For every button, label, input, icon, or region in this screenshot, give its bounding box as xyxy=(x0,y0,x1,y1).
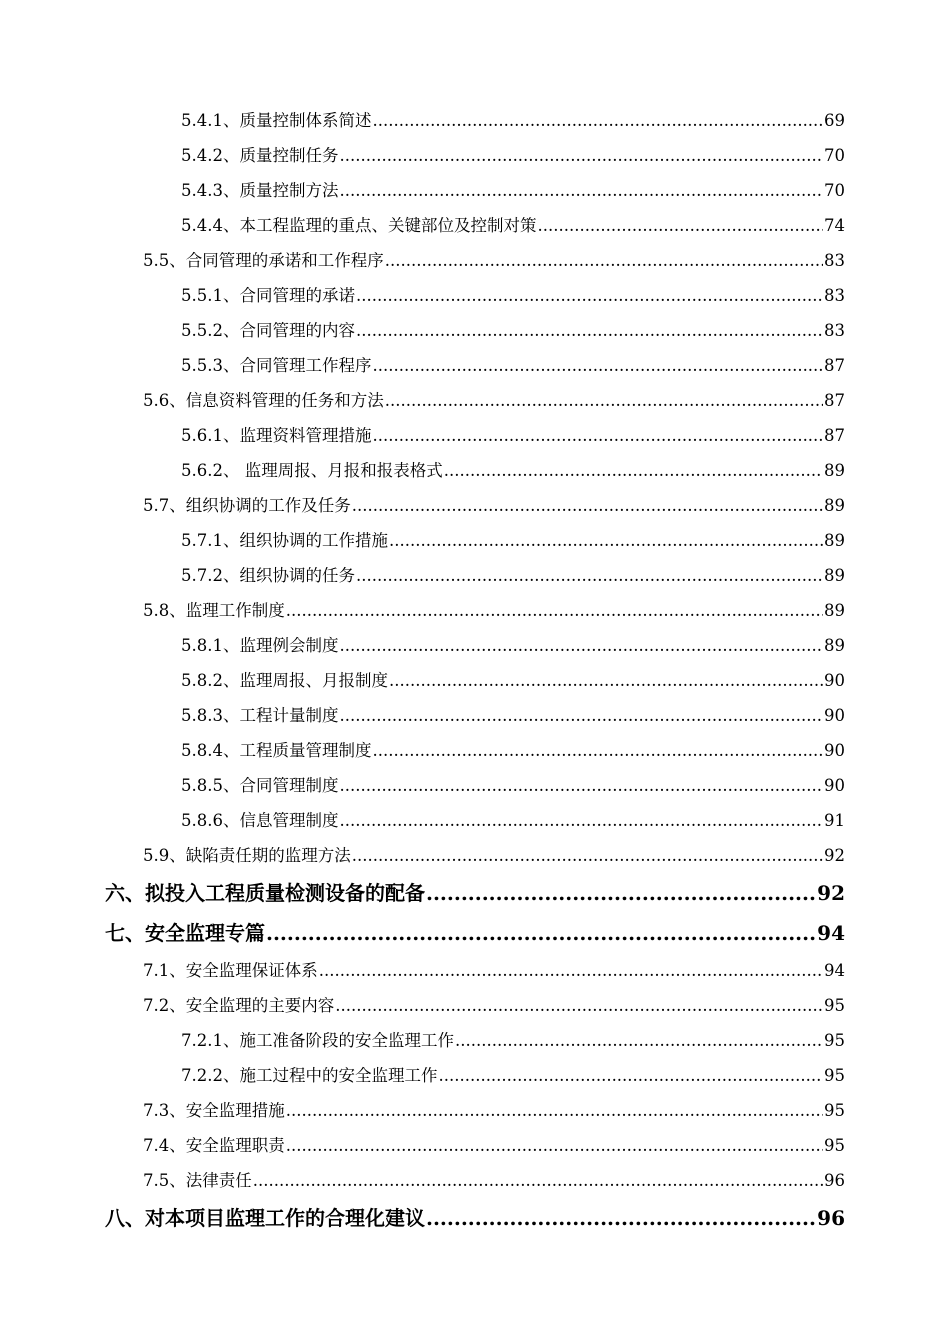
toc-entry[interactable] xyxy=(181,698,845,733)
toc-dot-leader xyxy=(356,558,823,593)
toc-entry-page-number: 96 xyxy=(824,1171,845,1190)
toc-entry-title: 5.6.2、 监理周报、月报和报表格式 xyxy=(181,461,443,480)
toc-entry-title: 5.8.5、合同管理制度 xyxy=(181,776,339,795)
toc-dot-leader xyxy=(444,453,823,488)
toc-entry-page-number: 94 xyxy=(817,921,845,945)
toc-entry-title: 5.5.1、合同管理的承诺 xyxy=(181,286,355,305)
toc-entry[interactable] xyxy=(143,243,845,278)
toc-dot-leader xyxy=(339,173,823,208)
toc-entry-title: 5.6.1、监理资料管理措施 xyxy=(181,426,372,445)
toc-entry-title: 5.7.2、组织协调的任务 xyxy=(181,566,355,585)
toc-entry-title: 7.3、安全监理措施 xyxy=(143,1101,285,1120)
toc-entry-page-number: 70 xyxy=(824,181,845,200)
toc-entry[interactable] xyxy=(181,663,845,698)
toc-dot-leader xyxy=(339,768,823,803)
toc-entry-title: 5.8.1、监理例会制度 xyxy=(181,636,339,655)
toc-dot-leader xyxy=(339,698,823,733)
toc-entry-page-number: 87 xyxy=(824,356,845,375)
toc-entry-page-number: 89 xyxy=(824,461,845,480)
toc-entry-title: 7.2、安全监理的主要内容 xyxy=(143,996,335,1015)
toc-entry-page-number: 87 xyxy=(824,426,845,445)
toc-entry-page-number: 74 xyxy=(824,216,845,235)
toc-entry[interactable] xyxy=(143,1093,845,1128)
toc-dot-leader xyxy=(537,208,823,243)
toc-dot-leader xyxy=(253,1163,823,1198)
toc-entry-page-number: 95 xyxy=(824,1136,845,1155)
toc-dot-leader xyxy=(266,913,816,953)
toc-entry-page-number: 83 xyxy=(824,251,845,270)
toc-entry-title: 5.7.1、组织协调的工作措施 xyxy=(181,531,388,550)
toc-entry-page-number: 91 xyxy=(824,811,845,830)
toc-entry-title: 5.4.2、质量控制任务 xyxy=(181,146,339,165)
toc-dot-leader xyxy=(372,348,823,383)
toc-entry-title: 7.2.2、施工过程中的安全监理工作 xyxy=(181,1066,438,1085)
toc-entry-title: 7.4、安全监理职责 xyxy=(143,1136,285,1155)
toc-entry[interactable] xyxy=(181,628,845,663)
toc-entry-title: 5.8.4、工程质量管理制度 xyxy=(181,741,372,760)
toc-entry[interactable] xyxy=(143,953,845,988)
toc-entry[interactable] xyxy=(143,593,845,628)
toc-entry[interactable] xyxy=(105,1198,845,1238)
toc-entry[interactable] xyxy=(143,383,845,418)
toc-entry-page-number: 95 xyxy=(824,1101,845,1120)
toc-entry-title: 7.1、安全监理保证体系 xyxy=(143,961,318,980)
toc-entry[interactable] xyxy=(181,523,845,558)
toc-entry-page-number: 95 xyxy=(824,996,845,1015)
toc-entry-title: 5.9、缺陷责任期的监理方法 xyxy=(143,846,351,865)
toc-entry-title: 5.8.6、信息管理制度 xyxy=(181,811,339,830)
toc-entry[interactable] xyxy=(181,138,845,173)
toc-entry[interactable] xyxy=(143,838,845,873)
toc-entry[interactable] xyxy=(181,173,845,208)
toc-dot-leader xyxy=(352,488,823,523)
toc-entry[interactable] xyxy=(181,803,845,838)
toc-entry-page-number: 90 xyxy=(824,741,845,760)
toc-entry-page-number: 89 xyxy=(824,496,845,515)
toc-dot-leader xyxy=(335,988,823,1023)
toc-entry-title: 六、拟投入工程质量检测设备的配备 xyxy=(105,881,425,905)
toc-entry-title: 5.5、合同管理的承诺和工作程序 xyxy=(143,251,384,270)
toc-entry-page-number: 90 xyxy=(824,706,845,725)
toc-dot-leader xyxy=(372,733,823,768)
toc-entry-page-number: 70 xyxy=(824,146,845,165)
toc-entry[interactable] xyxy=(181,1023,845,1058)
toc-entry[interactable] xyxy=(181,558,845,593)
toc-dot-leader xyxy=(286,1093,823,1128)
toc-entry[interactable] xyxy=(181,348,845,383)
toc-entry[interactable] xyxy=(181,768,845,803)
toc-entry-page-number: 89 xyxy=(824,636,845,655)
toc-entry-title: 5.8.3、工程计量制度 xyxy=(181,706,339,725)
toc-entry-title: 7.5、法律责任 xyxy=(143,1171,252,1190)
toc-entry[interactable] xyxy=(181,418,845,453)
toc-entry[interactable] xyxy=(143,488,845,523)
toc-entry-page-number: 95 xyxy=(824,1031,845,1050)
toc-entry-title: 七、安全监理专篇 xyxy=(105,921,265,945)
toc-dot-leader xyxy=(385,383,823,418)
toc-dot-leader xyxy=(389,523,823,558)
toc-entry[interactable] xyxy=(181,208,845,243)
toc-dot-leader xyxy=(339,803,823,838)
toc-entry[interactable] xyxy=(143,988,845,1023)
toc-entry[interactable] xyxy=(181,278,845,313)
toc-entry-page-number: 95 xyxy=(824,1066,845,1085)
toc-entry-title: 5.8、监理工作制度 xyxy=(143,601,285,620)
toc-entry-page-number: 89 xyxy=(824,601,845,620)
toc-entry-title: 5.4.4、本工程监理的重点、关键部位及控制对策 xyxy=(181,216,537,235)
toc-dot-leader xyxy=(438,1058,823,1093)
toc-dot-leader xyxy=(352,838,823,873)
toc-entry-page-number: 94 xyxy=(824,961,845,980)
toc-entry[interactable] xyxy=(143,1128,845,1163)
toc-entry-title: 5.7、组织协调的工作及任务 xyxy=(143,496,351,515)
toc-entry-page-number: 90 xyxy=(824,671,845,690)
toc-entry-title: 5.5.3、合同管理工作程序 xyxy=(181,356,372,375)
toc-dot-leader xyxy=(339,138,823,173)
toc-entry-title: 5.5.2、合同管理的内容 xyxy=(181,321,355,340)
toc-dot-leader xyxy=(372,418,823,453)
toc-dot-leader xyxy=(356,278,823,313)
toc-entry-title: 八、对本项目监理工作的合理化建议 xyxy=(105,1206,425,1230)
toc-entry-page-number: 96 xyxy=(817,1206,845,1230)
toc-entry[interactable] xyxy=(181,313,845,348)
toc-entry-page-number: 83 xyxy=(824,286,845,305)
toc-entry[interactable] xyxy=(181,733,845,768)
toc-entry[interactable] xyxy=(105,873,845,913)
toc-entry[interactable] xyxy=(143,1163,845,1198)
toc-dot-leader xyxy=(286,1128,823,1163)
toc-dot-leader xyxy=(426,1198,816,1238)
toc-entry-page-number: 92 xyxy=(824,846,845,865)
toc-entry-page-number: 90 xyxy=(824,776,845,795)
toc-entry-title: 7.2.1、施工准备阶段的安全监理工作 xyxy=(181,1031,454,1050)
toc-dot-leader xyxy=(455,1023,823,1058)
toc-entry[interactable] xyxy=(181,453,845,488)
toc-entry-title: 5.8.2、监理周报、月报制度 xyxy=(181,671,388,690)
toc-entry[interactable] xyxy=(105,913,845,953)
toc-entry-title: 5.4.1、质量控制体系简述 xyxy=(181,111,372,130)
toc-dot-leader xyxy=(426,873,816,913)
toc-dot-leader xyxy=(389,663,823,698)
toc-entry-page-number: 83 xyxy=(824,321,845,340)
toc-entry-page-number: 69 xyxy=(824,111,845,130)
toc-dot-leader xyxy=(319,953,823,988)
toc-entry-title: 5.4.3、质量控制方法 xyxy=(181,181,339,200)
toc-entry-page-number: 89 xyxy=(824,531,845,550)
toc-dot-leader xyxy=(339,628,823,663)
toc-dot-leader xyxy=(385,243,823,278)
toc-entry-title: 5.6、信息资料管理的任务和方法 xyxy=(143,391,384,410)
toc-entry[interactable] xyxy=(181,103,845,138)
toc-entry-page-number: 87 xyxy=(824,391,845,410)
toc-dot-leader xyxy=(356,313,823,348)
toc-dot-leader xyxy=(372,103,823,138)
toc-entry-page-number: 89 xyxy=(824,566,845,585)
toc-entry-page-number: 92 xyxy=(817,881,845,905)
toc-entry[interactable] xyxy=(181,1058,845,1093)
toc-dot-leader xyxy=(286,593,823,628)
